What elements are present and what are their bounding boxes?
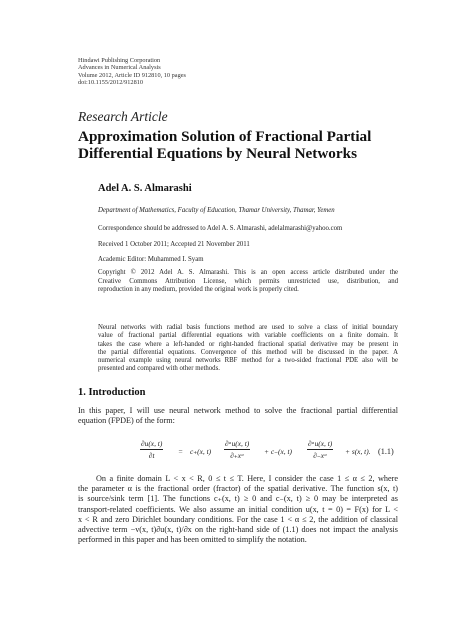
title-line-2: Differential Equations by Neural Networks	[78, 145, 357, 162]
intro-paragraph	[78, 406, 398, 426]
lhs-numerator: ∂u(x, t)	[141, 439, 163, 448]
c-minus-term: + c₋(x, t)	[264, 447, 292, 456]
paragraph-line: the parameter α is the fractional order (fractor) of the spatial derivative. The function s(x, t)	[78, 484, 398, 494]
abstract-line: Neural networks with radial basis functions method are used to solve a class of initial boundary	[98, 324, 398, 331]
doi-line: doi:10.1155/2012/912810	[78, 78, 144, 86]
frac2-numerator: ∂ᵅu(x, t)	[308, 439, 333, 448]
received-dates: Received 1 October 2011; Accepted 21 November 2011	[98, 241, 250, 248]
volume-line: Volume 2012, Article ID 912810, 10 pages	[78, 71, 186, 79]
lhs-fraction	[140, 439, 163, 460]
intro-line: equation (FPDE) of the form:	[78, 416, 175, 426]
paragraph-line: is source/sink term [1]. The functions c₊(x, t) ≥ 0 and c₋(x, t) ≥ 0 may be interpreted as	[78, 494, 398, 504]
paragraph-line: performed in this paper and has been omitted to simplify the notation.	[78, 535, 307, 545]
paragraph-line: x < R and zero Dirichlet boundary conditions. For the case 1 < α ≤ 2, the addition of classical	[78, 514, 398, 524]
section-heading-introduction: 1. Introduction	[78, 387, 146, 398]
equation-1-1	[140, 439, 396, 469]
c-plus-term: c₊(x, t)	[190, 447, 212, 456]
copyright-line: Creative Commons Attribution License, which permits unrestricted use, distribution, and	[98, 277, 398, 285]
abstract-line: numerical example using neural networks RBF method for a two-sided fractional PDE also will be	[98, 357, 398, 365]
title-line-1: Approximation Solution of Fractional Partial	[78, 128, 372, 145]
copyright-line: Copyright © 2012 Adel A. S. Almarashi. This is an open access article distributed under the	[98, 269, 398, 276]
lhs-denominator: ∂t	[148, 451, 155, 460]
paragraph-line: On a finite domain L < x < R, 0 ≤ t ≤ T. Here, I consider the case 1 ≤ α ≤ 2, where	[96, 474, 398, 483]
article-type: Research Article	[78, 109, 168, 124]
affiliation: Department of Mathematics, Faculty of Education, Thamar University, Thamar, Yemen	[98, 207, 335, 214]
equation-number: (1.1)	[378, 447, 394, 456]
author-name: Adel A. S. Almarashi	[98, 183, 192, 194]
copyright-notice	[98, 269, 398, 295]
source-term: + s(x, t).	[345, 447, 371, 456]
abstract-line: the partial differential equations. Convergence of this method will be discussed in the paper. A	[98, 348, 398, 356]
journal-line: Advances in Numerical Analysis	[78, 64, 161, 72]
copyright-line: reproduction in any medium, provided the original work is properly cited.	[98, 286, 299, 294]
left-derivative-fraction	[224, 439, 250, 460]
domain-paragraph	[78, 474, 398, 545]
abstract-line: value of fractional partial differential equations with variable coefficients on a finite domain. It	[98, 332, 398, 340]
intro-line: In this paper, I will use neural network method to solve the fractional partial differential	[78, 406, 398, 415]
abstract-line: presented and compared with other methods.	[98, 365, 220, 373]
abstract	[98, 324, 398, 374]
right-derivative-fraction	[307, 439, 333, 460]
paragraph-line: advective term −v(x, t)∂u(x, t)/∂x on the right-hand side of (1.1) does not impact the analysis	[78, 525, 398, 535]
abstract-line: takes the case where a left-handed or right-handed fractional spatial derivative may be present in	[98, 340, 398, 348]
academic-editor: Academic Editor: Muhammed I. Syam	[98, 256, 204, 263]
frac1-denominator: ∂₊xᵅ	[230, 451, 245, 460]
paper-title	[78, 128, 458, 162]
equals-sign: =	[178, 447, 183, 456]
journal-header	[78, 57, 186, 86]
paragraph-line: transport-related coefficients. We also assume an initial condition u(x, t = 0) = F(x) for L <	[78, 504, 398, 514]
correspondence: Correspondence should be addressed to Adel A. S. Almarashi, adelalmarashi@yahoo.com	[98, 225, 343, 232]
frac2-denominator: ∂₋xᵅ	[313, 451, 328, 460]
publisher-line: Hindawi Publishing Corporation	[78, 57, 161, 64]
frac1-numerator: ∂ᵅu(x, t)	[225, 439, 250, 448]
